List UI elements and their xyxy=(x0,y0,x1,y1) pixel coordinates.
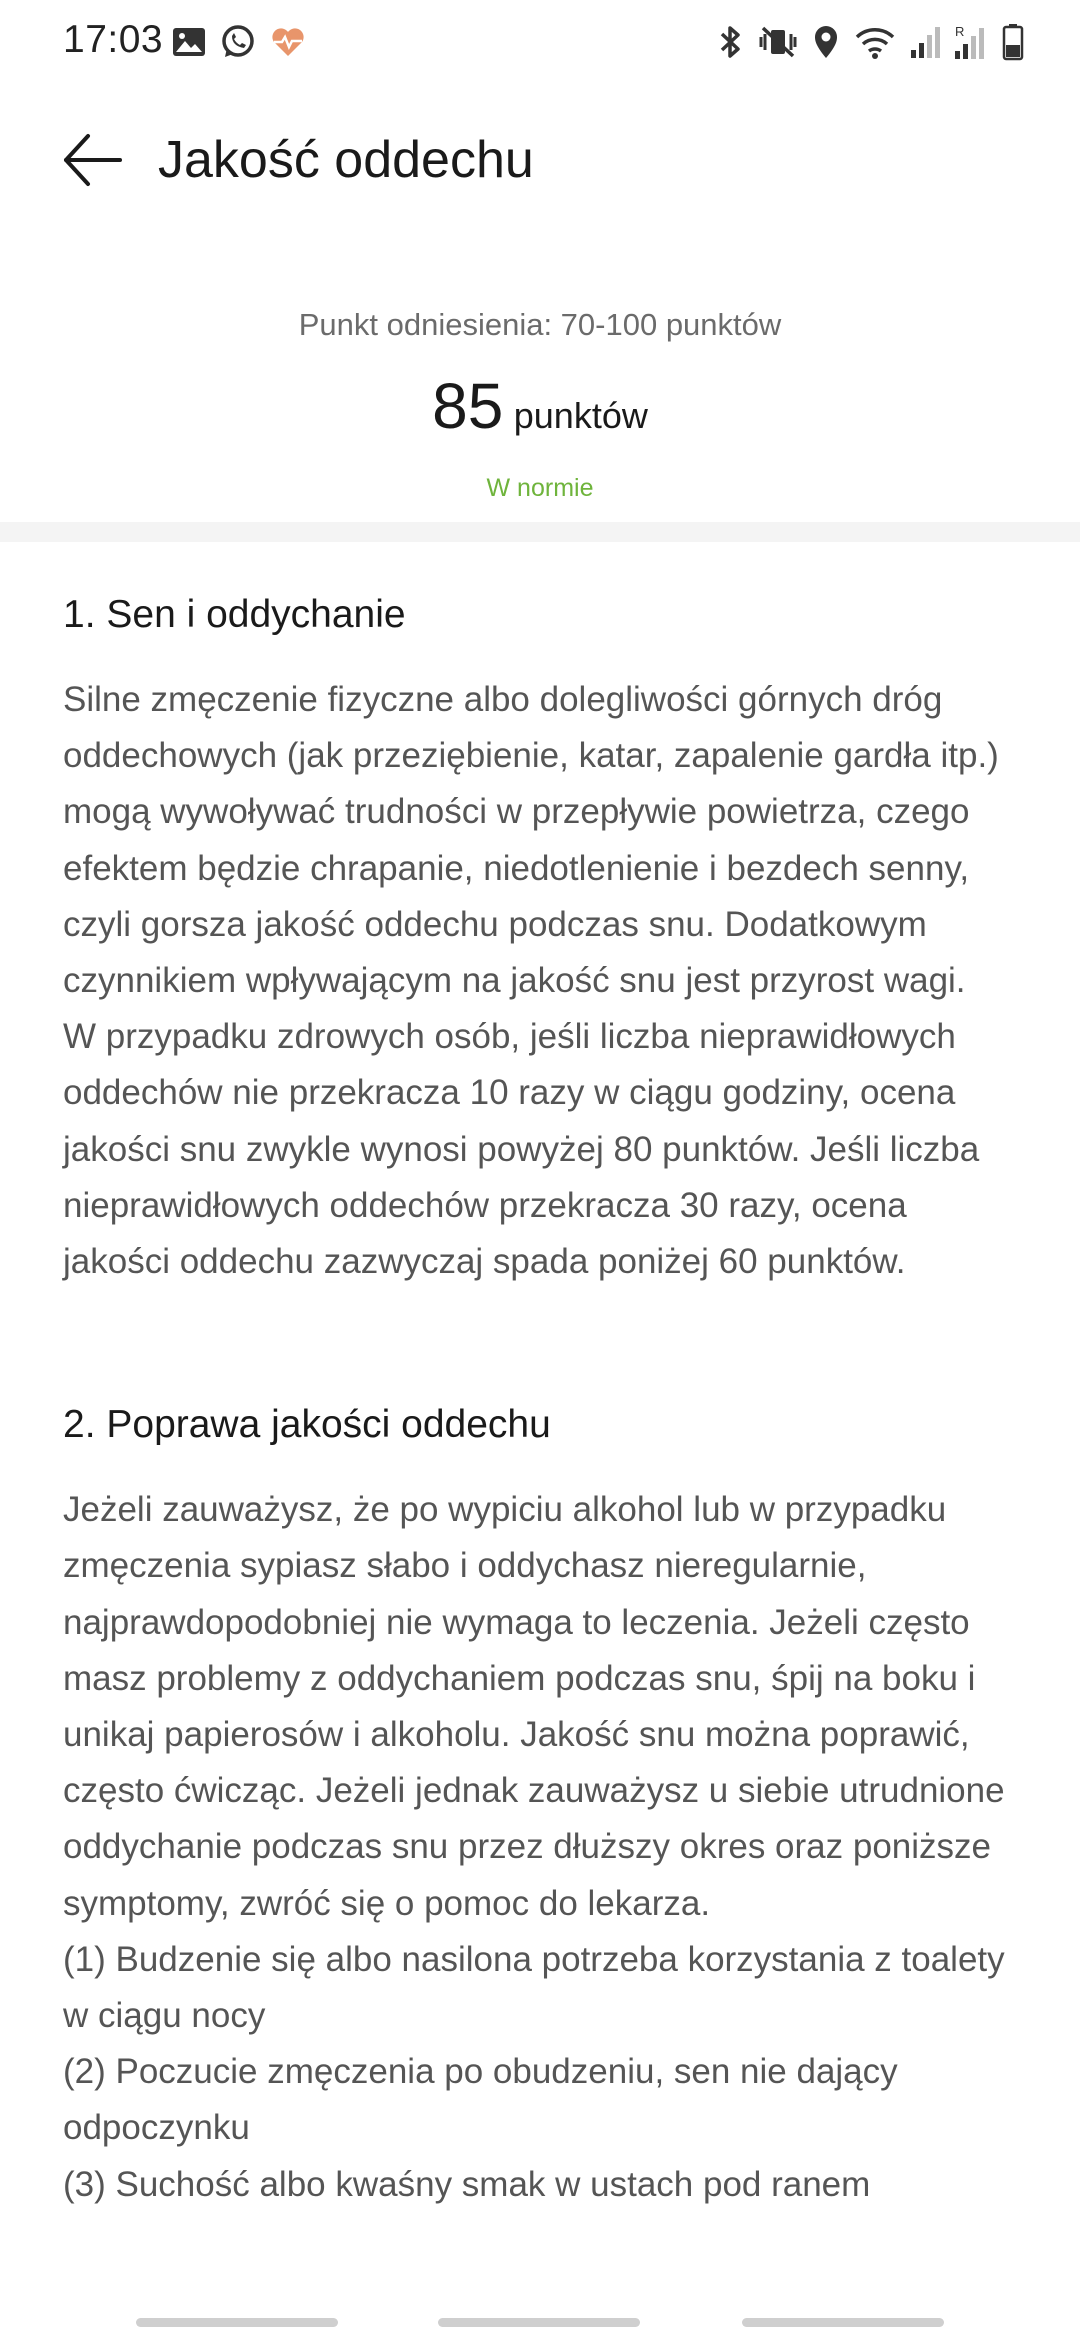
section-paragraph: Jeżeli zauważysz, że po wypiciu alkohol lub w przypadku zmęczenia sypiasz słabo i oddychasz nieregularnie, najprawdopodobniej nie wymaga to leczenia. Jeżeli często masz problemy z oddychaniem podczas snu, śpij na boku i unikaj papierosów i alkoholu. Jakość snu można poprawić, często ćwicząc. Jeżeli jednak zauważysz u siebie utrudnione oddychanie podczas snu przez dłuższy okres oraz poniższe symptomy, zwróć się o pomoc do lekarza. xyxy=(63,1490,1005,1923)
app-header xyxy=(0,100,1080,220)
back-button[interactable] xyxy=(60,126,128,194)
status-right-icons xyxy=(718,18,1024,66)
score-value: 85 xyxy=(432,370,504,442)
list-item: (1) Budzenie się albo nasilona potrzeba korzystania z toalety w ciągu nocy xyxy=(63,1939,1005,2036)
whatsapp-icon xyxy=(220,24,256,60)
article-section xyxy=(63,1390,1023,2213)
list-item: (3) Suchość albo kwaśny smak w ustach pod ranem xyxy=(63,2164,871,2204)
score-reference-range: Punkt odniesienia: 70-100 punktów xyxy=(298,307,782,342)
signal-roaming-icon xyxy=(954,23,988,61)
bluetooth-icon xyxy=(718,24,744,60)
svg-text:R: R xyxy=(955,24,965,39)
wifi-icon xyxy=(854,24,896,60)
score-status-badge: W normie xyxy=(486,474,594,502)
article-section xyxy=(63,580,1023,1290)
status-left-icons xyxy=(172,20,306,64)
vibrate-mute-icon xyxy=(758,24,798,60)
score-unit: punktów xyxy=(513,395,648,436)
section-paragraph: W przypadku zdrowych osób, jeśli liczba nieprawidłowych oddechów nie przekracza 10 razy w ciągu godziny, ocena jakości snu zwykle wynosi powyżej 80 punktów. Jeśli liczba nieprawidłowych oddechów przekracza 30 razy, ocena jakości oddechu zazwyczaj spada poniżej 60 punktów. xyxy=(63,1017,980,1282)
scroll-fade xyxy=(0,2280,1080,2314)
nav-back-button[interactable] xyxy=(742,2318,944,2327)
section-heading: 2. Poprawa jakości oddechu xyxy=(63,1403,551,1447)
signal-icon xyxy=(910,24,940,60)
battery-icon xyxy=(1002,23,1024,61)
arrow-left-icon xyxy=(60,126,128,194)
gallery-icon xyxy=(172,27,206,57)
section-paragraph: Silne zmęczenie fizyczne albo dolegliwości górnych dróg oddechowych (jak przeziębienie, katar, zapalenie gardła itp.) mogą wywoływać trudności w przepływie powietrza, czego efektem będzie chrapanie, niedotlenienie i bezdech senny, czyli gorsza jakość oddechu podczas snu. Dodatkowym czynnikiem wpływającym na jakość snu jest przyrost wagi. xyxy=(63,680,999,1001)
article-content xyxy=(63,580,1023,2213)
location-icon xyxy=(812,24,840,60)
health-heart-icon xyxy=(270,26,306,58)
status-bar xyxy=(0,0,1080,84)
score-value-row xyxy=(0,366,1080,464)
score-summary xyxy=(0,300,1080,508)
section-divider xyxy=(0,522,1080,542)
page-title: Jakość oddechu xyxy=(158,131,534,189)
status-time: 17:03 xyxy=(63,18,164,61)
nav-recent-apps-button[interactable] xyxy=(136,2318,338,2327)
section-heading: 1. Sen i oddychanie xyxy=(63,593,406,636)
list-item: (2) Poczucie zmęczenia po obudzeniu, sen nie dający odpoczynku xyxy=(63,2052,898,2148)
nav-home-button[interactable] xyxy=(438,2318,640,2327)
navigation-bar xyxy=(0,2310,1080,2340)
